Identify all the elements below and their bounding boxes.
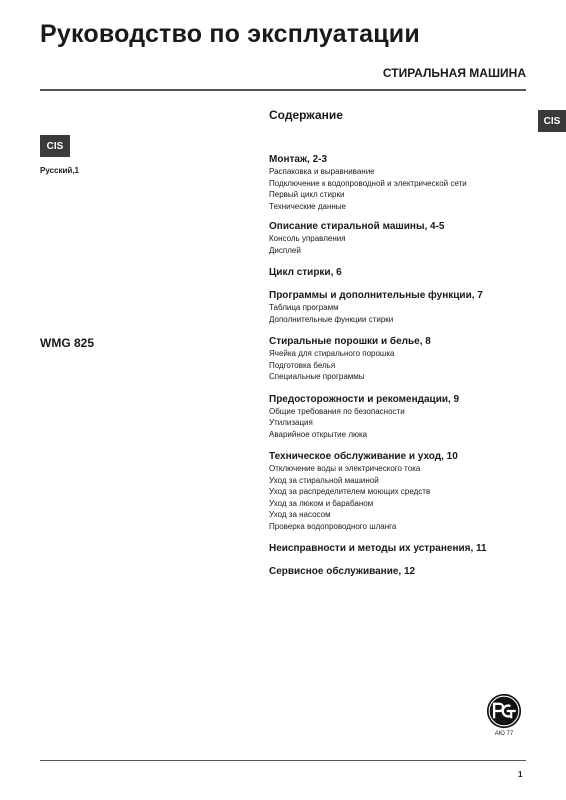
toc-item: Технические данные [269, 201, 347, 211]
region-badge: CIS [40, 135, 70, 157]
toc-section-title: Цикл стирки, 6 [269, 267, 342, 278]
toc-section [269, 153, 539, 212]
toc-item: Распаковка и выравнивание [269, 167, 375, 176]
toc-item: Ячейка для стирального порошка [269, 349, 395, 358]
toc-item: Консоль управления [269, 234, 346, 243]
toc-section [269, 220, 539, 256]
toc-section-title: Предосторожности и рекомендации, 9 [269, 393, 460, 405]
toc-item: Уход за насосом [269, 510, 331, 519]
bottom-divider [40, 760, 526, 761]
contents-heading: Содержание [269, 108, 343, 122]
certification-code: АЮ 77 [494, 731, 514, 737]
page-title: Руководство по эксплуатации [40, 20, 420, 48]
toc-section [269, 542, 539, 555]
toc-section-title: Стиральные порошки и белье, 8 [269, 336, 431, 347]
toc-section [269, 450, 539, 532]
top-divider [40, 89, 526, 91]
toc-item: Общие требования по безопасности [269, 406, 405, 416]
toc-section [269, 393, 539, 441]
toc-item: Аварийное открытие люка [269, 429, 368, 439]
toc-section-title: Сервисное обслуживание, 12 [269, 566, 416, 577]
toc-item: Подготовка белья [269, 360, 336, 370]
product-type: СТИРАЛЬНАЯ МАШИНА [382, 66, 526, 80]
toc-section-title: Техническое обслуживание и уход, 10 [269, 451, 458, 462]
toc-item: Таблица программ [269, 303, 339, 312]
side-tab-badge: CIS [538, 110, 566, 132]
toc-section-title: Программы и дополнительные функции, 7 [269, 290, 483, 301]
toc-item: Специальные программы [269, 372, 365, 381]
toc-section-title: Монтаж, 2-3 [269, 154, 328, 165]
toc-section [269, 289, 539, 325]
table-of-contents [269, 153, 539, 578]
toc-section-title: Неисправности и методы их устранения, 11 [269, 543, 487, 554]
toc-section [269, 335, 539, 383]
toc-section [269, 565, 539, 578]
model-name: WMG 825 [40, 336, 95, 350]
page-number: 1 [518, 770, 523, 779]
toc-item: Отключение воды и электрического тока [269, 464, 421, 473]
toc-item: Утилизация [269, 418, 313, 427]
toc-item: Дисплей [269, 245, 301, 255]
certification-mark-icon [486, 693, 522, 729]
toc-item: Уход за распределителем моющих средств [269, 487, 431, 496]
toc-item: Проверка водопроводного шланга [269, 521, 397, 531]
toc-item: Уход за люком и барабаном [269, 498, 374, 508]
toc-item: Уход за стиральной машиной [269, 475, 379, 485]
toc-item: Дополнительные функции стирки [269, 314, 394, 324]
toc-section [269, 266, 539, 279]
toc-item: Первый цикл стирки [269, 190, 345, 199]
toc-section-title: Описание стиральной машины, 4-5 [269, 221, 445, 232]
language-label: Русский,1 [40, 166, 79, 175]
toc-item: Подключение к водопроводной и электрической сети [269, 178, 467, 188]
